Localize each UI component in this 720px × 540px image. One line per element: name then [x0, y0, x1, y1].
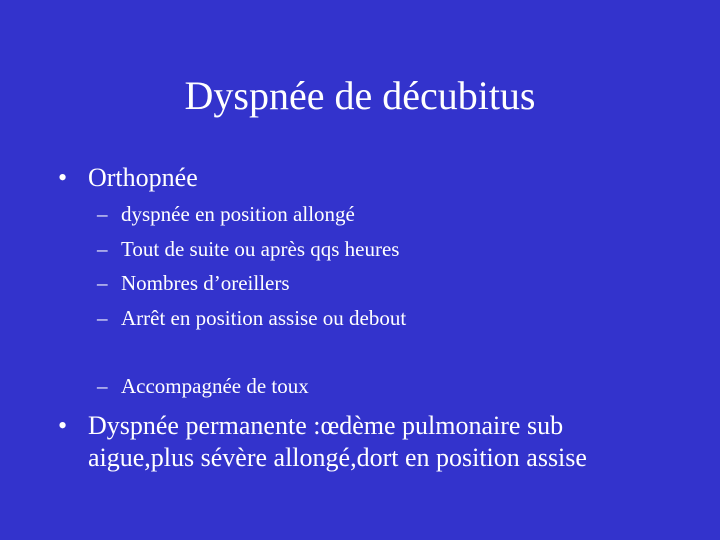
dash-marker: – — [97, 271, 108, 295]
bullet-text: Orthopnée — [88, 163, 198, 192]
bullet-marker: • — [58, 163, 68, 192]
sub-item-text: Tout de suite ou après qqs heures — [121, 237, 400, 261]
sub-item — [97, 237, 399, 262]
sub-item — [97, 306, 406, 331]
bullet-text: Dyspnée permanente :œdème pulmonaire sub aigue,plus sévère allongé,dort en position assise — [88, 411, 587, 472]
dash-marker: – — [97, 202, 108, 226]
sub-item-text: Nombres d’oreillers — [121, 271, 290, 295]
bullet-dyspnee-permanente — [58, 410, 668, 474]
bullet-orthopnee — [58, 162, 198, 193]
dash-marker: – — [97, 306, 108, 330]
sub-item-text: dyspnée en position allongé — [121, 202, 355, 226]
dash-marker: – — [97, 374, 108, 398]
dash-marker: – — [97, 237, 108, 261]
slide-title: Dyspnée de décubitus — [184, 73, 536, 118]
sub-item-text: Accompagnée de toux — [121, 374, 309, 398]
bullet-marker: • — [58, 411, 68, 440]
sub-item — [97, 271, 290, 296]
sub-item-text: Arrêt en position assise ou debout — [121, 306, 407, 330]
sub-item — [97, 374, 309, 399]
sub-item — [97, 202, 355, 227]
